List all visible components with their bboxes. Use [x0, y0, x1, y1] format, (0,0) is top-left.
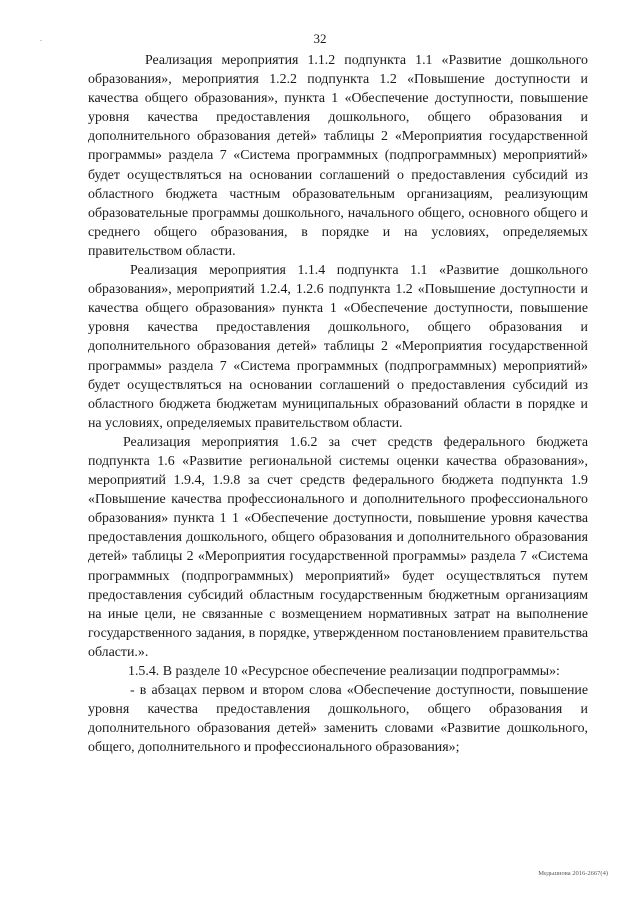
footer-mark: Медьшнова 2016-2667(4)	[538, 870, 608, 877]
page-number: 32	[313, 31, 327, 46]
document-body	[88, 51, 588, 757]
paragraph-1: Реализация мероприятия 1.1.2 подпункта 1.1 «Развитие дошкольного образования», мероприятия 1.2.2 подпункта 1.2 «Повышение доступности и качества общего образования», пункта 1 «Обеспечение доступности, повышение уровня качества предоставления дошкольного, общего образования и дополнительного образования детей» таблицы 2 «Мероприятия государственной программы» раздела 7 «Система программных (подпрограммных) мероприятий» будет осуществляться на основании соглашений о предоставления субсидий из областного бюджета частным образовательным организациям, реализующим образовательные программы дошкольного, начального общего, основного общего и среднего общего образования, в порядке и на условиях, определяемых правительством области.	[88, 53, 588, 259]
paragraph-3: Реализация мероприятия 1.6.2 за счет средств федерального бюджета подпункта 1.6 «Развитие региональной системы оценки качества образования», мероприятий 1.9.4, 1.9.8 за счет средств федерального бюджета подпункта 1.9 «Повышение качества профессионального и дополнительного профессионального образования» пункта 1 1 «Обеспечение доступности, повышение уровня качества предоставления дошкольного, общего образования и дополнительного образования детей» таблицы 2 «Мероприятия государственной программы» раздела 7 «Система программных (подпрограммных) мероприятий» будет осуществляться путем предоставления субсидий областным государственным бюджетным организациям на иные цели, не связанные с возмещением нормативных затрат на выполнение государственного задания, в порядке, утвержденном постановлением правительства области.».	[88, 434, 588, 660]
paragraph-2: Реализация мероприятия 1.1.4 подпункта 1.1 «Развитие дошкольного образования», мероприятий 1.2.4, 1.2.6 подпункта 1.2 «Повышение доступности и качества общего образования» пункта 1 «Обеспечение доступности, повышение уровня качества предоставления дошкольного, общего образования и дополнительного образования детей» таблицы 2 «Мероприятия государственной программы» раздела 7 «Система программных (подпрограммных) мероприятий» будет осуществляться на основании соглашений о предоставления субсидий из областного бюджета бюджетам муниципальных образований области в порядке и на условиях, определяемых правительством области.	[88, 263, 588, 431]
paragraph-5: - в абзацах первом и втором слова «Обеспечение доступности, повышение уровня качества предоставления дошкольного, общего образования и дополнительного образования детей» заменить словами «Развитие дошкольного, общего, дополнительного и профессионального образования»;	[88, 683, 588, 756]
paragraph-4: 1.5.4. В разделе 10 «Ресурсное обеспечение реализации подпрограммы»:	[128, 664, 560, 679]
